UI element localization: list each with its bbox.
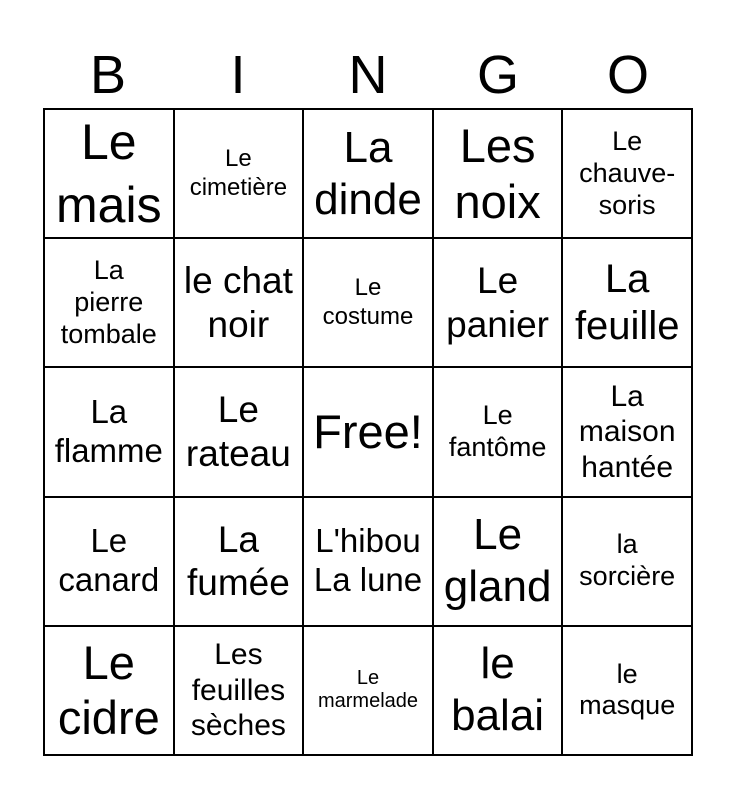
- bingo-cell: La flamme: [44, 367, 174, 496]
- bingo-cell: la sorcière: [562, 497, 692, 626]
- bingo-grid: [43, 108, 693, 756]
- header-letter-b: B: [89, 45, 127, 105]
- bingo-cell: Le chauve- soris: [562, 109, 692, 238]
- bingo-cell: le balai: [433, 626, 563, 755]
- bingo-cell: Le costume: [303, 238, 433, 367]
- bingo-cell: Le gland: [433, 497, 563, 626]
- bingo-cell: La dinde: [303, 109, 433, 238]
- bingo-cell: Le panier: [433, 238, 563, 367]
- bingo-cell: Le fantôme: [433, 367, 563, 496]
- bingo-cell: La fumée: [174, 497, 304, 626]
- header-letter-i: I: [230, 45, 246, 105]
- bingo-header: [43, 44, 693, 106]
- header-letter-g: G: [476, 45, 519, 105]
- bingo-cell: La maison hantée: [562, 367, 692, 496]
- bingo-cell: Le cimetière: [174, 109, 304, 238]
- bingo-cell: La pierre tombale: [44, 238, 174, 367]
- bingo-cell: Le mais: [44, 109, 174, 238]
- bingo-cell: le masque: [562, 626, 692, 755]
- bingo-cell: L'hibou La lune: [303, 497, 433, 626]
- bingo-cell: La feuille: [562, 238, 692, 367]
- bingo-cell: Les feuilles sèches: [174, 626, 304, 755]
- bingo-cell: Le rateau: [174, 367, 304, 496]
- bingo-cell: Le cidre: [44, 626, 174, 755]
- bingo-cell: Le marmelade: [303, 626, 433, 755]
- bingo-cell: Les noix: [433, 109, 563, 238]
- header-letter-o: O: [606, 45, 649, 105]
- bingo-cell: Le canard: [44, 497, 174, 626]
- header-letter-n: N: [348, 45, 388, 105]
- bingo-cell: le chat noir: [174, 238, 304, 367]
- free-cell: Free!: [303, 367, 433, 496]
